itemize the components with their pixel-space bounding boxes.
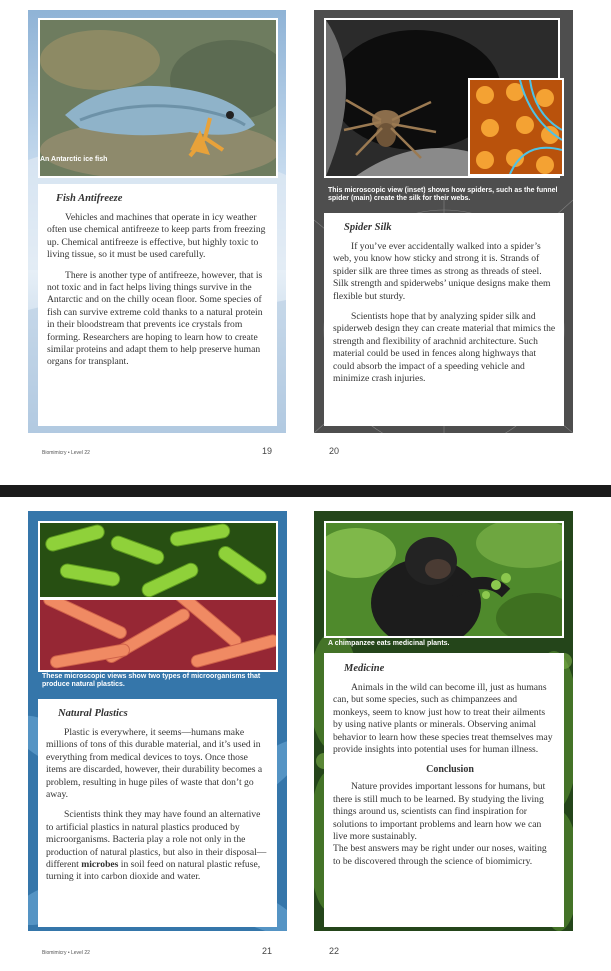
caption-chimpanzee: A chimpanzee eats medicinal plants. [328, 640, 450, 647]
chimpanzee-photo [324, 521, 564, 638]
spinneret-inset-photo [468, 78, 564, 176]
text-panel-fish-antifreeze [38, 184, 277, 426]
heading-natural-plastics: Natural Plastics [58, 708, 128, 719]
page-number-22: 22 [329, 946, 340, 956]
page-22 [314, 511, 573, 931]
paragraph-text: Scientists think they may have found an alternative to artificial plastics in natural plastics produced by microorganisms. Bacteria play a role not only in the production of natural plastics, but also in their disposal—different [46, 809, 267, 871]
red-bacteria-photo [38, 598, 278, 672]
heading-medicine: Medicine [344, 663, 385, 674]
footer-series-label: Biomimicry • Level 22 [42, 450, 90, 456]
spread-pages-19-20 [0, 0, 611, 485]
caption-ice-fish: An Antarctic ice fish [40, 156, 108, 163]
glossary-term-microbes: microbes [81, 859, 119, 871]
spread-divider [0, 485, 611, 497]
heading-spider-silk: Spider Silk [344, 222, 392, 233]
paragraph-text: in soil feed on natural plastic refuse, turning it into carbon dioxide and water. [46, 859, 261, 883]
heading-conclusion: Conclusion [426, 764, 474, 776]
text-panel-spider-silk [324, 213, 564, 426]
paragraph: Scientists hope that by analyzing spider silk and spiderweb design they can create material that mimics the strength and flexibility of arachnid architecture. Such material could be used in fences along highways that could absorb the impact of a speeding vehicle and minimize crash injuries. [333, 311, 556, 385]
paragraph: Vehicles and machines that operate in icy weather often use chemical antifreeze to keep parts from freezing up. Chemical antifreeze is effective, but highly toxic to living tissue, so it must be used carefully. [47, 212, 266, 261]
page-number-19: 19 [262, 446, 273, 456]
paragraph: The best answers may be right under our noses, waiting to be discovered through the science of biomimicry. [333, 843, 547, 867]
spread-pages-21-22 [0, 497, 611, 971]
green-bacteria-photo [38, 521, 278, 599]
paragraph: If you’ve ever accidentally walked into a spider’s web, you know how sticky and strong it is. Strands of spider silk are three times as strong as threads of steel. Silk strength and spiderwebs’ unique designs make them flexible but sturdy. [333, 241, 551, 302]
paragraph: Nature provides important lessons for humans, but there is still much to be learned. By studying the living things around us, scientists can find inspiration for solutions to important problems and learn how we can live more sustainably. [333, 781, 546, 843]
paragraph: There is another type of antifreeze, however, that is not toxic and in fact helps living things survive in the Antarctic and on the chilly ocean floor. Some species of fish can survive extreme cold thanks to a natural protein in their bloodstream that prevents ice crystals from forming. Researchers are hoping to learn how to create similar proteins and adapt them to help preserve human organs for transplant. [47, 269, 263, 368]
page-number-20: 20 [329, 446, 340, 456]
text-panel-natural-plastics [38, 699, 277, 927]
paragraph [46, 809, 269, 883]
ice-fish-photo [38, 18, 278, 178]
page-20 [314, 10, 573, 433]
caption-microorganisms: These microscopic views show two types of microorganisms that produce natural plastics. [42, 673, 261, 688]
text-panel-medicine [324, 653, 564, 927]
footer-series-label: Biomimicry • Level 22 [42, 950, 90, 956]
paragraph: Animals in the wild can become ill, just as humans can, but some species, such as chimpanzees and monkeys, seem to know just how to treat their ailments by using native plants or minerals. Observing animal behavior to learn how these species treat themselves may provide insights into potential uses for human illness. [333, 682, 553, 756]
paragraph: Plastic is everywhere, it seems—humans make millions of tons of this durable material, and it’s used in everything from medical devices to toys. Once those items are discarded, however, their durability becomes a problem, resulting in huge piles of waste that don’t go away. [46, 727, 263, 801]
page-number-21: 21 [262, 946, 273, 956]
caption-spider: This microscopic view (inset) shows how spiders, such as the funnel spider (main) create the silk for their webs. [328, 187, 558, 202]
heading-fish-antifreeze: Fish Antifreeze [56, 193, 123, 204]
page-19 [28, 10, 286, 433]
page-21 [28, 511, 287, 931]
